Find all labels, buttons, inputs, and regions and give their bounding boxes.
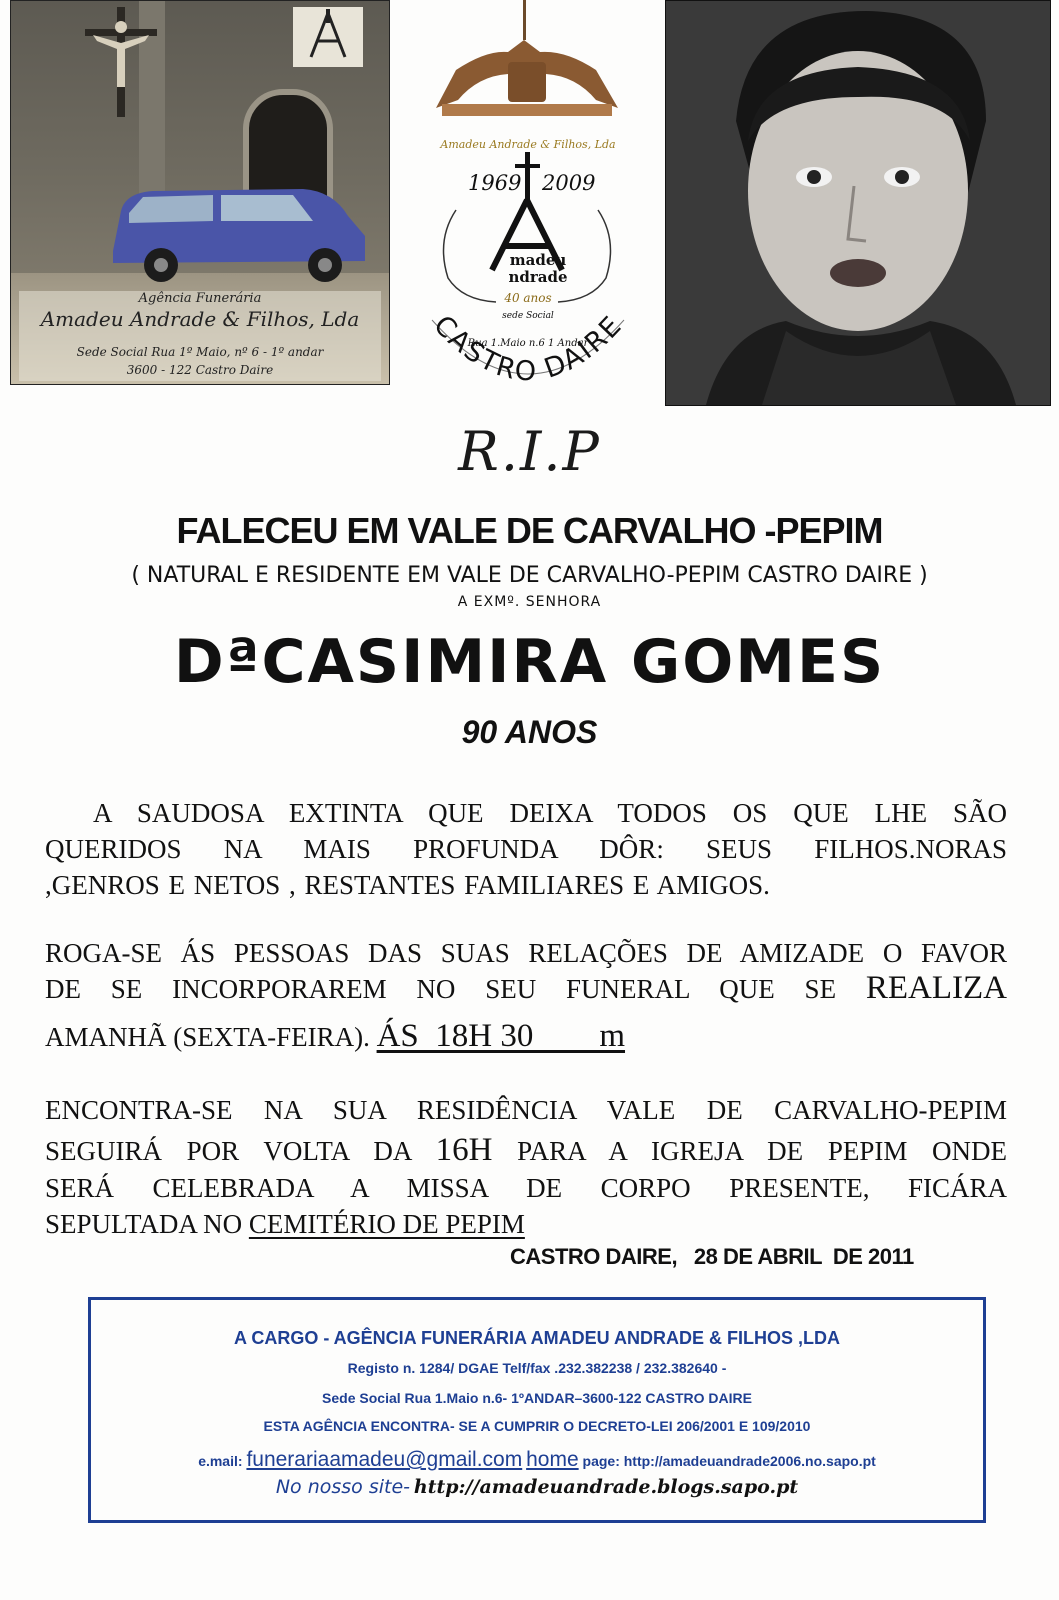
logo-brand-line-2: ndrade xyxy=(508,268,568,286)
paragraph-3-line-3: SERÁ CELEBRADA A MISSA DE CORPO PRESENTE, FICÁRA xyxy=(45,1173,1007,1203)
paragraph-3-line-2-text-a: SEGUIRÁ POR VOLTA DA xyxy=(45,1136,411,1166)
sign-line-1: Agência Funerária xyxy=(138,291,262,306)
site-url-link[interactable]: http://amadeuandrade.blogs.sapo.pt xyxy=(413,1476,799,1498)
crucifix-icon xyxy=(81,7,161,117)
deceased-portrait xyxy=(665,0,1051,406)
paragraph-3-line-2-text-b: PARA A IGREJA DE PEPIM ONDE xyxy=(517,1136,1008,1166)
paragraph-2-line-2 xyxy=(45,970,1007,1007)
deceased-name: DªCASIMIRA GOMES xyxy=(173,627,886,697)
paragraph-2-line-1: ROGA-SE ÁS PESSOAS DAS SUAS RELAÇÕES DE AMIZADE O FAVOR xyxy=(45,938,1007,968)
sign-address-1: Sede Social Rua 1º Maio, nº 6 - 1º andar xyxy=(76,345,324,359)
departure-time: 16H xyxy=(435,1132,493,1168)
cemetery-name: CEMITÉRIO DE PEPIM xyxy=(248,1209,525,1239)
email-link[interactable]: funerariaamadeu@gmail.com xyxy=(246,1448,523,1471)
hearse-van-icon xyxy=(103,181,371,286)
hearse-sign xyxy=(19,291,381,381)
agency-decreto: ESTA AGÊNCIA ENCONTRA- SE A CUMPRIR O DECRETO-LEI 206/2001 E 109/2010 xyxy=(263,1418,811,1434)
sign-address-2: 3600 - 122 Castro Daire xyxy=(126,363,274,377)
honorific: A EXMº. SENHORA xyxy=(457,594,602,610)
agency-site-line xyxy=(91,1476,983,1498)
logo-brand-line-1: madeu xyxy=(509,251,567,269)
deceased-age: 90 ANOS xyxy=(461,714,598,750)
page-label: page: http://amadeuandrade2006.no.sapo.pt xyxy=(582,1453,876,1469)
paragraph-3-line-1: ENCONTRA-SE NA SUA RESIDÊNCIA VALE DE CARVALHO-PEPIM xyxy=(45,1095,1007,1125)
paragraph-1-line-1: A SAUDOSA EXTINTA QUE DEIXA TODOS OS QUE LHE SÃO xyxy=(93,798,1007,828)
paragraph-2-line-3 xyxy=(45,1018,1007,1055)
home-link[interactable]: home xyxy=(526,1448,579,1471)
paragraph-3-line-4 xyxy=(45,1206,1007,1242)
hearse-photo xyxy=(10,0,390,385)
agency-title: A CARGO - AGÊNCIA FUNERÁRIA AMADEU ANDRADE & FILHOS ,LDA xyxy=(234,1328,840,1348)
logo-year-end: 2009 xyxy=(542,171,596,195)
email-label: e.mail: xyxy=(198,1453,243,1469)
sign-line-2: Amadeu Andrade & Filhos, Lda xyxy=(40,307,360,331)
logo-anniversary: 40 anos xyxy=(504,291,552,305)
church-pediment-icon xyxy=(436,0,618,116)
paragraph-1-line-3: ,GENROS E NETOS , RESTANTES FAMILIARES E AMIGOS. xyxy=(45,870,770,900)
logo-town-text: CASTRO DAIRE xyxy=(427,309,629,388)
agency-sede: Sede Social Rua 1.Maio n.6- 1ºANDAR–3600-122 CASTRO DAIRE xyxy=(322,1390,752,1406)
agency-registo: Registo n. 1284/ DGAE Telf/fax .232.382238 / 232.382640 - xyxy=(347,1360,727,1376)
rip-heading: R.I.P xyxy=(458,420,601,483)
funeral-time: ÁS 18H 30 m xyxy=(376,1018,626,1054)
logo-year-start: 1969 xyxy=(468,171,522,195)
paragraph-2-line-3-text: AMANHÃ (SEXTA-FEIRA). xyxy=(45,1022,370,1052)
agency-anniversary-logo xyxy=(396,0,660,425)
agency-mini-logo-icon xyxy=(293,7,363,67)
logo-company-name: Amadeu Andrade & Filhos, Lda xyxy=(440,138,616,151)
logo-address: Rua 1.Maio n.6 1 Andar xyxy=(467,338,589,349)
place-and-date: CASTRO DAIRE, 28 DE ABRIL DE 2011 xyxy=(510,1244,914,1269)
paragraph-2-line-2-text: DE SE INCORPORAREM NO SEU FUNERAL QUE SE xyxy=(45,974,837,1004)
paragraph-1-line-2: QUERIDOS NA MAIS PROFUNDA DÔR: SEUS FILHOS.NORAS xyxy=(45,834,1007,864)
logo-sede: sede Social xyxy=(502,311,554,321)
paragraph-3-line-2 xyxy=(45,1132,1007,1169)
agency-info-box xyxy=(88,1297,986,1523)
origin-subline: ( NATURAL E RESIDENTE EM VALE DE CARVALHO-PEPIM CASTRO DAIRE ) xyxy=(131,563,928,588)
death-headline: FALECEU EM VALE DE CARVALHO -PEPIM xyxy=(176,510,883,551)
agency-contact-line xyxy=(91,1448,983,1472)
site-label: No nosso site- xyxy=(275,1476,411,1498)
paragraph-3-line-4-text: SEPULTADA NO xyxy=(45,1209,243,1239)
realiza-word: REALIZA xyxy=(865,970,1008,1006)
